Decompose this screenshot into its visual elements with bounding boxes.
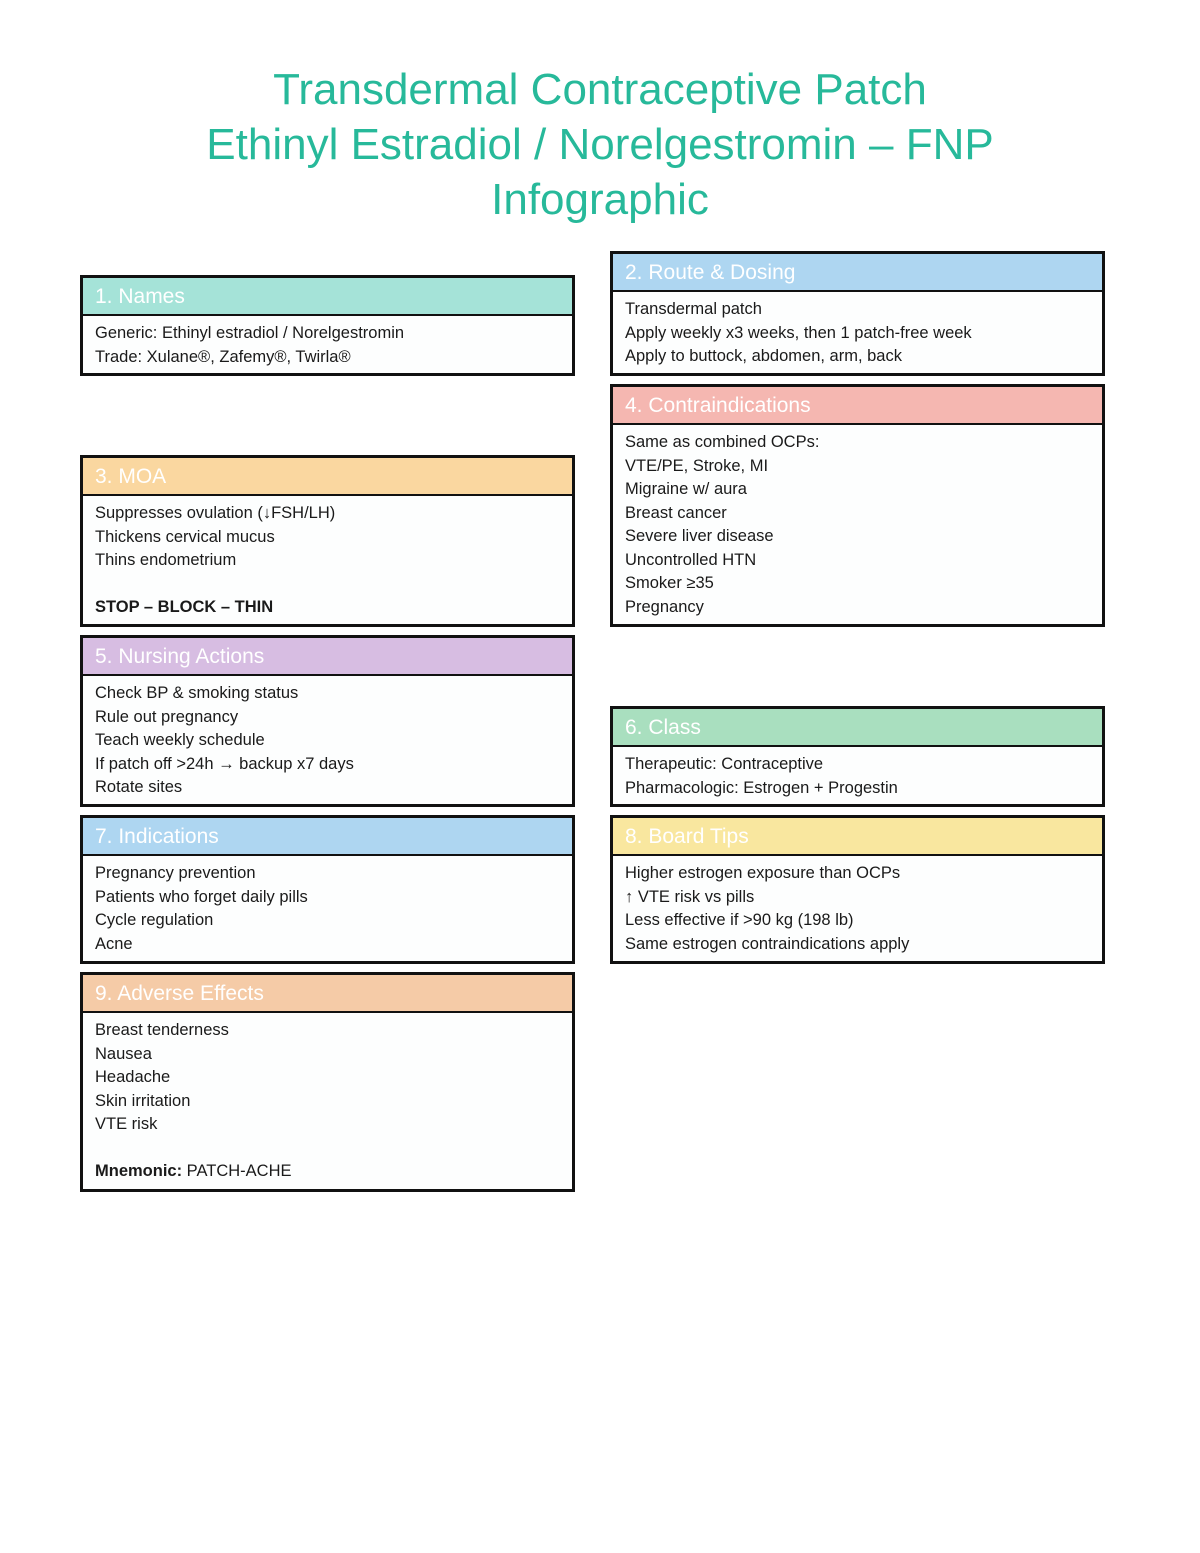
moa-line: Suppresses ovulation (↓FSH/LH) (95, 504, 336, 522)
nursing-actions-card-header: 5. Nursing Actions (83, 638, 572, 676)
route-dosing-card (610, 251, 1105, 376)
title-line-3: Infographic (491, 175, 709, 224)
adverse-effects-card (80, 972, 575, 1192)
board-tips-card-body (613, 856, 1102, 956)
moa-mnemonic: STOP – BLOCK – THIN (95, 598, 274, 616)
nursing-line: Teach weekly schedule (95, 731, 265, 749)
adverse-mnemonic-value: PATCH-ACHE (182, 1162, 292, 1180)
adverse-mnemonic-label: Mnemonic: (95, 1162, 183, 1180)
indications-card-body (83, 856, 572, 956)
adverse-line (95, 1137, 560, 1161)
class-card-header: 6. Class (613, 709, 1102, 747)
nursing-actions-card-body (83, 676, 572, 800)
names-line: Trade: Xulane®, Zafemy®, Twirla® (95, 347, 351, 366)
nursing-actions-card (80, 635, 575, 807)
page-title (0, 62, 1200, 227)
nursing-line: Rotate sites (95, 778, 183, 796)
adverse-line: Breast tenderness (95, 1021, 229, 1039)
adverse-line: Nausea (95, 1044, 152, 1063)
tips-line: Less effective if >90 kg (198 lb) (625, 911, 854, 929)
title-line-2: Ethinyl Estradiol / Norelgestromin – FNP (206, 120, 994, 169)
adverse-line: VTE risk (95, 1115, 158, 1133)
indications-card-header: 7. Indications (83, 818, 572, 856)
contra-line: VTE/PE, Stroke, MI (625, 456, 769, 475)
adverse-line: Skin irritation (95, 1091, 191, 1110)
moa-line (95, 573, 560, 597)
moa-lines (95, 502, 560, 596)
board-tips-card-header: 8. Board Tips (613, 818, 1102, 856)
route-dosing-card-header: 2. Route & Dosing (613, 254, 1102, 292)
names-card-header: 1. Names (83, 278, 572, 316)
indications-line: Pregnancy prevention (95, 864, 256, 882)
adverse-effects-card-header: 9. Adverse Effects (83, 975, 572, 1013)
indications-line: Cycle regulation (95, 911, 214, 929)
class-card-body (613, 747, 1102, 800)
contra-line: Smoker ≥35 (625, 574, 714, 592)
nursing-line: Check BP & smoking status (95, 684, 299, 702)
moa-line: Thickens cervical mucus (95, 527, 275, 546)
contraindications-card-body (613, 425, 1102, 619)
contraindications-card-header: 4. Contraindications (613, 387, 1102, 425)
moa-line: Thins endometrium (95, 551, 237, 569)
class-line: Therapeutic: Contraceptive (625, 755, 824, 773)
indications-line: Patients who forget daily pills (95, 887, 308, 906)
nursing-line: Rule out pregnancy (95, 707, 239, 726)
indications-line: Acne (95, 934, 133, 953)
contra-line: Pregnancy (625, 597, 704, 616)
tips-line: ↑ VTE risk vs pills (625, 887, 755, 906)
adverse-effects-card-body (83, 1013, 572, 1184)
names-card-body (83, 316, 572, 369)
tips-line: Same estrogen contraindications apply (625, 934, 910, 953)
tips-line: Higher estrogen exposure than OCPs (625, 864, 901, 882)
route-line: Apply to buttock, abdomen, arm, back (625, 347, 902, 365)
contra-line: Uncontrolled HTN (625, 550, 757, 569)
names-line: Generic: Ethinyl estradiol / Norelgestromin (95, 324, 405, 342)
contra-line: Severe liver disease (625, 527, 774, 545)
adverse-mnemonic (95, 1160, 560, 1184)
moa-card-body (83, 496, 572, 620)
indications-card (80, 815, 575, 964)
names-card (80, 275, 575, 376)
moa-card-header: 3. MOA (83, 458, 572, 496)
title-line-1: Transdermal Contraceptive Patch (273, 65, 927, 114)
contra-line: Migraine w/ aura (625, 480, 747, 498)
route-line: Apply weekly x3 weeks, then 1 patch-free week (625, 323, 972, 342)
route-line: Transdermal patch (625, 300, 762, 318)
board-tips-card (610, 815, 1105, 964)
adverse-line: Headache (95, 1068, 171, 1086)
contra-line: Same as combined OCPs: (625, 433, 820, 451)
route-dosing-card-body (613, 292, 1102, 369)
class-line: Pharmacologic: Estrogen + Progestin (625, 778, 898, 797)
adverse-lines (95, 1019, 560, 1160)
class-card (610, 706, 1105, 807)
contra-line: Breast cancer (625, 503, 727, 522)
contraindications-card (610, 384, 1105, 627)
nursing-line: If patch off >24h → backup x7 days (95, 754, 354, 773)
moa-card (80, 455, 575, 627)
